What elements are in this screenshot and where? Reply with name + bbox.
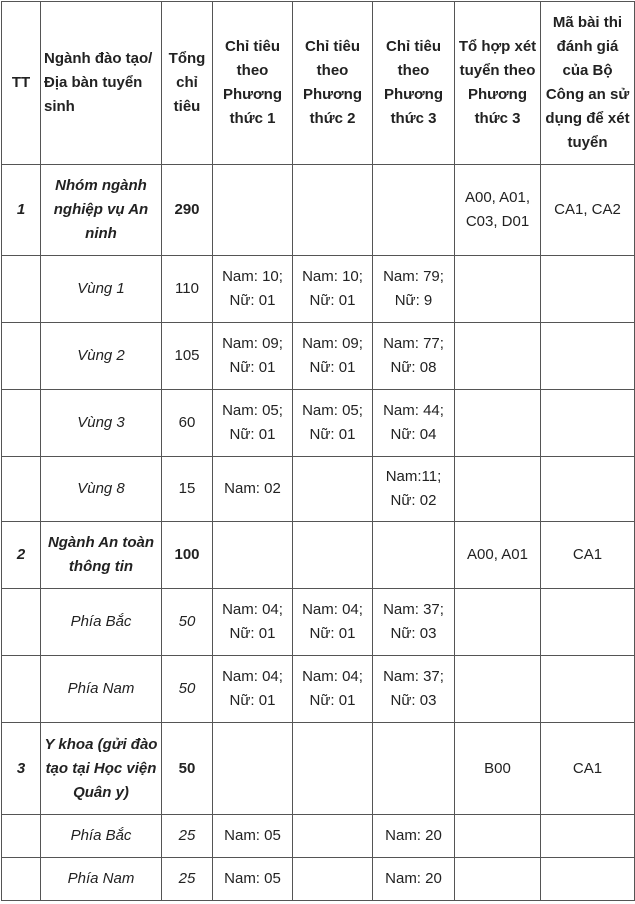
row-total: 50 (162, 723, 213, 815)
row-tt (2, 858, 41, 901)
row-pt1: Nam: 09; Nữ: 01 (213, 323, 293, 390)
row-tohop (455, 656, 541, 723)
table-row (2, 323, 635, 390)
row-pt1: Nam: 05 (213, 815, 293, 858)
row-mabai: CA1 (541, 522, 635, 589)
row-pt3: Nam: 20 (373, 815, 455, 858)
row-pt3: Nam: 20 (373, 858, 455, 901)
header-pt2: Chỉ tiêu theo Phương thức 2 (293, 2, 373, 165)
row-mabai (541, 390, 635, 457)
row-name: Vùng 3 (41, 390, 162, 457)
row-pt1: Nam: 10; Nữ: 01 (213, 256, 293, 323)
table-row-group (2, 723, 635, 815)
row-pt1: Nam: 02 (213, 457, 293, 522)
row-name: Phía Bắc (41, 589, 162, 656)
table-row (2, 656, 635, 723)
row-tt (2, 656, 41, 723)
row-mabai (541, 656, 635, 723)
header-mabai: Mã bài thi đánh giá của Bộ Công an sử dụng để xét tuyển (541, 2, 635, 165)
row-total: 50 (162, 589, 213, 656)
row-mabai (541, 457, 635, 522)
row-total: 25 (162, 815, 213, 858)
header-pt1: Chỉ tiêu theo Phương thức 1 (213, 2, 293, 165)
row-tohop (455, 457, 541, 522)
row-tohop: A00, A01, C03, D01 (455, 165, 541, 256)
row-pt2: Nam: 04; Nữ: 01 (293, 656, 373, 723)
row-tohop (455, 256, 541, 323)
table-row (2, 815, 635, 858)
row-mabai (541, 589, 635, 656)
row-pt3: Nam:11; Nữ: 02 (373, 457, 455, 522)
header-pt3: Chỉ tiêu theo Phương thức 3 (373, 2, 455, 165)
header-nganh: Ngành đào tạo/ Địa bàn tuyển sinh (41, 2, 162, 165)
row-tt (2, 390, 41, 457)
row-tt: 3 (2, 723, 41, 815)
row-name: Vùng 2 (41, 323, 162, 390)
row-tohop (455, 323, 541, 390)
row-pt3: Nam: 77; Nữ: 08 (373, 323, 455, 390)
row-pt2: Nam: 05; Nữ: 01 (293, 390, 373, 457)
header-tohop: Tổ hợp xét tuyển theo Phương thức 3 (455, 2, 541, 165)
row-tt (2, 457, 41, 522)
row-total: 15 (162, 457, 213, 522)
row-tohop (455, 589, 541, 656)
row-name: Nhóm ngành nghiệp vụ An ninh (41, 165, 162, 256)
row-pt3: Nam: 44; Nữ: 04 (373, 390, 455, 457)
table-row-group (2, 165, 635, 256)
row-total: 25 (162, 858, 213, 901)
row-pt2: Nam: 10; Nữ: 01 (293, 256, 373, 323)
row-pt2 (293, 858, 373, 901)
row-mabai: CA1 (541, 723, 635, 815)
row-pt2 (293, 165, 373, 256)
row-pt2 (293, 815, 373, 858)
header-tong: Tổng chỉ tiêu (162, 2, 213, 165)
row-pt1: Nam: 04; Nữ: 01 (213, 656, 293, 723)
row-name: Phía Nam (41, 656, 162, 723)
row-pt2 (293, 522, 373, 589)
row-tt: 1 (2, 165, 41, 256)
row-mabai: CA1, CA2 (541, 165, 635, 256)
header-tt: TT (2, 2, 41, 165)
row-name: Vùng 1 (41, 256, 162, 323)
row-total: 60 (162, 390, 213, 457)
row-tohop: A00, A01 (455, 522, 541, 589)
row-pt2 (293, 723, 373, 815)
row-total: 105 (162, 323, 213, 390)
row-pt2: Nam: 09; Nữ: 01 (293, 323, 373, 390)
row-name: Ngành An toàn thông tin (41, 522, 162, 589)
row-pt1 (213, 165, 293, 256)
row-total: 100 (162, 522, 213, 589)
row-pt3 (373, 165, 455, 256)
row-mabai (541, 256, 635, 323)
row-pt2 (293, 457, 373, 522)
row-pt2: Nam: 04; Nữ: 01 (293, 589, 373, 656)
row-mabai (541, 858, 635, 901)
row-mabai (541, 323, 635, 390)
row-tt (2, 589, 41, 656)
row-pt3 (373, 522, 455, 589)
admission-quota-table (1, 1, 635, 901)
row-pt1: Nam: 05; Nữ: 01 (213, 390, 293, 457)
row-total: 50 (162, 656, 213, 723)
table-row (2, 256, 635, 323)
row-pt3: Nam: 79; Nữ: 9 (373, 256, 455, 323)
header-row (2, 2, 635, 165)
row-name: Phía Bắc (41, 815, 162, 858)
row-tohop (455, 815, 541, 858)
row-name: Y khoa (gửi đào tạo tại Học viện Quân y) (41, 723, 162, 815)
row-pt1 (213, 522, 293, 589)
row-name: Vùng 8 (41, 457, 162, 522)
row-pt1: Nam: 04; Nữ: 01 (213, 589, 293, 656)
row-pt3: Nam: 37; Nữ: 03 (373, 589, 455, 656)
row-tohop: B00 (455, 723, 541, 815)
row-tt (2, 815, 41, 858)
table-row (2, 457, 635, 522)
row-pt3: Nam: 37; Nữ: 03 (373, 656, 455, 723)
table-row (2, 858, 635, 901)
row-tt (2, 256, 41, 323)
row-tohop (455, 858, 541, 901)
row-total: 110 (162, 256, 213, 323)
row-name: Phía Nam (41, 858, 162, 901)
row-total: 290 (162, 165, 213, 256)
table-row (2, 589, 635, 656)
table-row (2, 390, 635, 457)
row-tohop (455, 390, 541, 457)
table-row-group (2, 522, 635, 589)
row-pt1 (213, 723, 293, 815)
row-tt (2, 323, 41, 390)
row-pt1: Nam: 05 (213, 858, 293, 901)
row-pt3 (373, 723, 455, 815)
row-tt: 2 (2, 522, 41, 589)
row-mabai (541, 815, 635, 858)
